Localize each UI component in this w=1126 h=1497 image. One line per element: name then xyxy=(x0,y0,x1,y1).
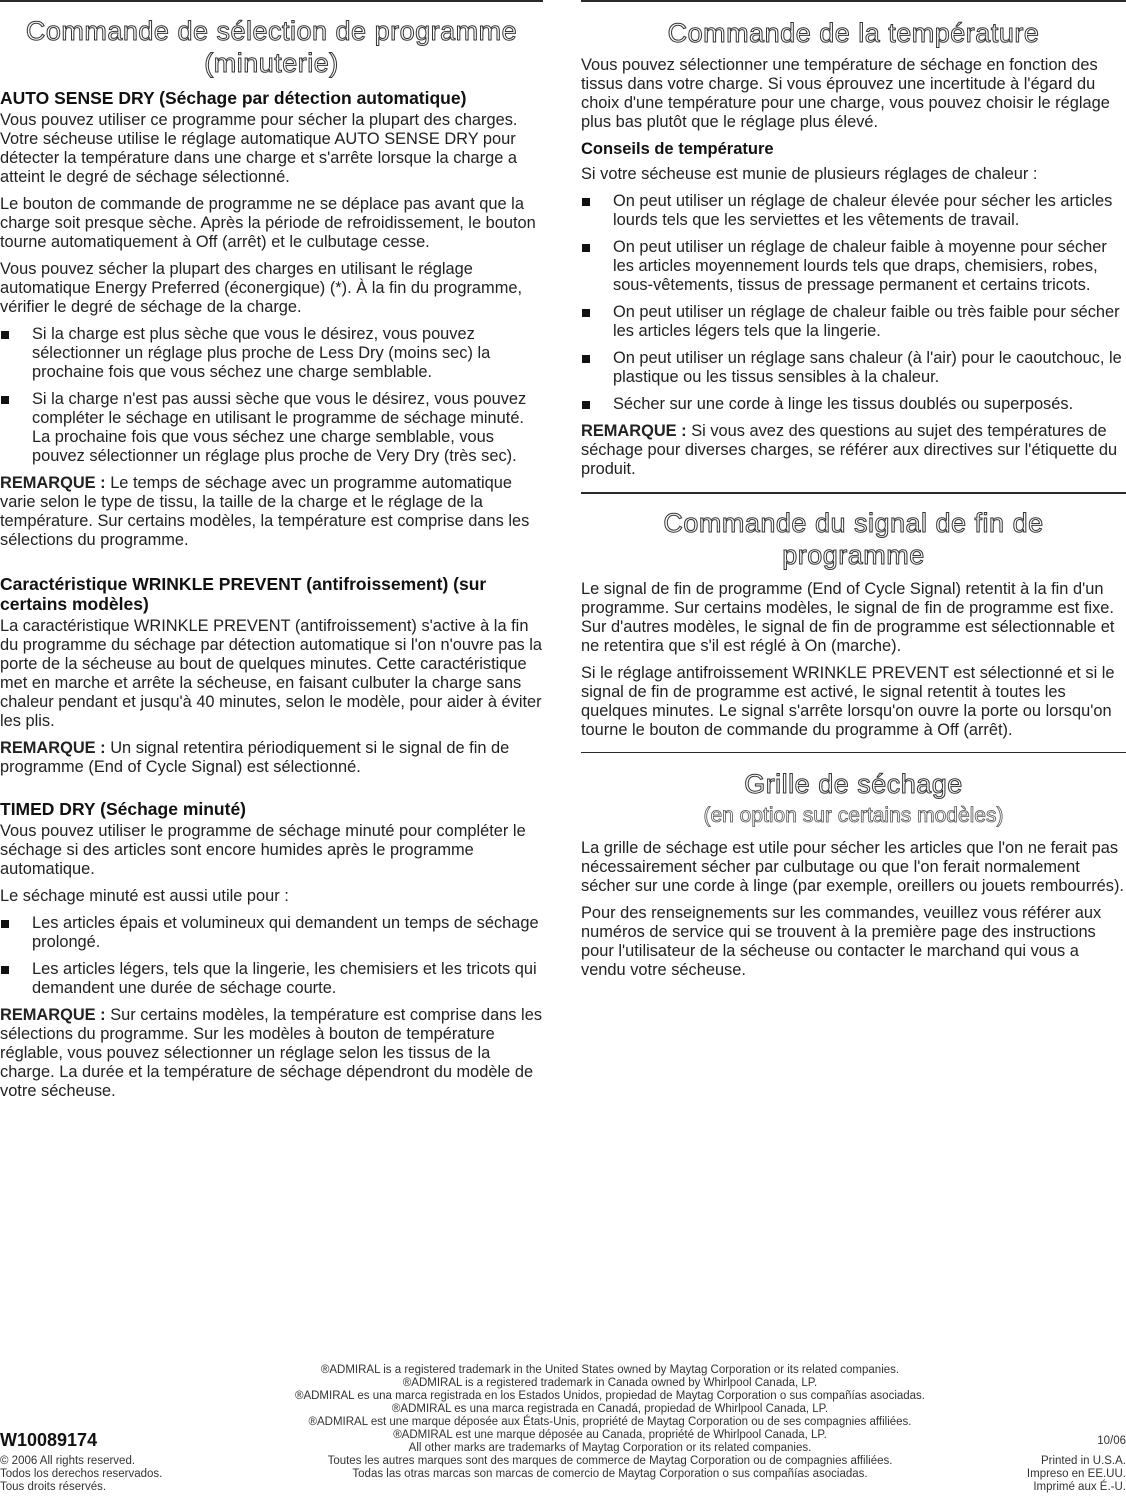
auto-sense-list xyxy=(0,325,543,466)
signal-p1: Le signal de fin de programme (End of Cycle Signal) retentit à la fin d'un programme. Sur certains modèles, le signal de fin de programme est fixe. Sur d'autres modèles, le signal de fin de programme est sélectionnable et ne retentira que s'il est réglé à On (marche). xyxy=(581,579,1115,655)
auto-sense-p1: Vous pouvez utiliser ce programme pour sécher la plupart des charges. Votre sécheuse utilise le réglage automatique AUTO SENSE DRY pour détecter la température dans une charge et s'arrête lorsque la charge a atteint le degré de séchage sélectionné. xyxy=(0,111,518,186)
auto-sense-p3: Vous pouvez sécher la plupart des charges en utilisant le réglage automatique Energy Preferred (éconergique) (*). À la fin du programme, vérifier le degré de séchage de la charge. xyxy=(0,260,523,316)
bullet-icon xyxy=(1,966,9,974)
list-item: On peut utiliser un réglage de chaleur faible à moyenne pour sécher les articles moyennement lourds tels que draps, chemisiers, robes, sous-vêtements, tissus de pressage permanent et certains tricots. xyxy=(581,238,1126,295)
printed-line: Impreso en EE.UU. xyxy=(1026,1468,1126,1480)
temperature-note: REMARQUE : Si vous avez des questions au sujet des températures de séchage pour diverses charges, se référer aux directives sur l'étiquette du produit. xyxy=(581,422,1118,478)
footer xyxy=(0,1364,1126,1497)
rights-line: Tous droits réservés. xyxy=(0,1481,107,1493)
section-title-signal: Commande du signal de fin de xyxy=(663,507,1044,538)
printed-line: Imprimé aux É.-U. xyxy=(1033,1481,1126,1493)
trademark-line: All other marks are trademarks of Maytag Corporation or its related companies. xyxy=(408,1442,812,1454)
bullet-icon xyxy=(582,198,590,206)
list-item: On peut utiliser un réglage sans chaleur (à l'air) pour le caoutchouc, le plastique ou les tissus sensibles à la chaleur. xyxy=(581,349,1126,387)
timed-dry-heading: TIMED DRY (Séchage minuté) xyxy=(0,799,247,819)
timed-dry-note: REMARQUE : Sur certains modèles, la température est comprise dans les sélections du programme. Sur les modèles à bouton de température réglable, vous pouvez sélectionner un réglage selon les tissus de la charge. La durée et la température de séchage dépendront du modèle de votre sécheuse. xyxy=(0,1006,543,1100)
printed-line: Printed in U.S.A. xyxy=(1040,1455,1126,1467)
bullet-icon xyxy=(582,401,590,409)
rights-line: Todos los derechos reservados. xyxy=(0,1468,163,1480)
rack-p1: La grille de séchage est utile pour sécher les articles que l'on ne ferait pas nécessairement sécher par culbutage ou que l'on ferait normalement sécher sur une corde à linge (par exemple, oreillers ou jouets rembourrés). xyxy=(581,839,1124,895)
date-code: 10/06 xyxy=(1097,1435,1126,1447)
right-column xyxy=(581,0,1126,980)
temperature-p2: Si votre sécheuse est munie de plusieurs réglages de chaleur : xyxy=(581,165,1038,183)
auto-sense-note: REMARQUE : Le temps de séchage avec un programme automatique varie selon le type de tissu, la taille de la charge et le réglage de la température. Sur certains modèles, la température est comprise dans les sélections du programme. xyxy=(0,474,530,549)
trademark-line: ®ADMIRAL es una marca registrada en los Estados Unidos, propiedad de Maytag Corporation o sus compañías asociadas. xyxy=(294,1390,926,1402)
section-title-signal-sub: programme xyxy=(782,539,925,570)
wrinkle-prevent-note: REMARQUE : Un signal retentira périodiquement si le signal de fin de programme (End of Cycle Signal) est sélectionné. xyxy=(0,739,510,776)
print-block xyxy=(1027,1435,1126,1494)
section-title-temperature: Commande de la température xyxy=(667,18,1040,48)
temperature-tips-heading: Conseils de température xyxy=(581,140,774,158)
list-item: Les articles épais et volumineux qui demandent un temps de séchage prolongé. xyxy=(0,914,543,952)
bullet-icon xyxy=(582,355,590,363)
bullet-icon xyxy=(1,396,9,404)
signal-p2: Si le réglage antifroissement WRINKLE PREVENT est sélectionné et si le signal de fin de programme est activé, le signal retentit à toutes les quelques minutes. Le signal s'arrête lorsqu'on ouvre la porte ou lorsqu'on tourne le bouton de commande du programme à Off (arrêt). xyxy=(581,663,1115,739)
rights-line: © 2006 All rights reserved. xyxy=(0,1455,136,1467)
left-column xyxy=(0,0,543,1101)
list-item: Les articles légers, tels que la lingerie, les chemisiers et les tricots qui demandent une durée de séchage courte. xyxy=(0,960,543,998)
trademark-line: ®ADMIRAL est une marque déposée au Canada, propriété de Whirlpool Canada, LP. xyxy=(393,1429,827,1441)
trademark-line: Todas las otras marcas son marcas de comercio de Maytag Corporation o sus compañías asociadas. xyxy=(352,1468,868,1480)
list-item: On peut utiliser un réglage de chaleur élevée pour sécher les articles lourds tels que les serviettes et les vêtements de travail. xyxy=(581,192,1126,230)
temperature-p1: Vous pouvez sélectionner une température de séchage en fonction des tissus dans votre charge. Si vous éprouvez une incertitude à l'égard du choix d'une température pour une charge, vous pouvez choisir le réglage plus bas plutôt que le réglage plus élevé. xyxy=(581,56,1110,131)
wrinkle-prevent-heading: Caractéristique WRINKLE PREVENT (antifroissement) (sur certains modèles) xyxy=(0,574,487,614)
temperature-list xyxy=(581,192,1126,414)
auto-sense-p2: Le bouton de commande de programme ne se déplace pas avant que la charge soit presque sèche. Après la période de refroidissement, le bouton tourne automatiquement à Off (arrêt) et le culbutage cesse. xyxy=(0,195,536,251)
document-code: W10089174 xyxy=(0,1430,98,1450)
trademark-line: Toutes les autres marques sont des marques de commerce de Maytag Corporation ou de compagnies affiliées. xyxy=(327,1455,893,1467)
timed-dry-p2: Le séchage minuté est aussi utile pour : xyxy=(0,887,289,905)
section-title-program-sub: (minuterie) xyxy=(204,48,339,78)
trademark-line: ®ADMIRAL es una marca registrada en Canadá, propiedad de Whirlpool Canada, LP. xyxy=(391,1403,829,1415)
auto-sense-heading: AUTO SENSE DRY (Séchage par détection automatique) xyxy=(0,88,467,108)
bullet-icon xyxy=(1,920,9,928)
rights-block xyxy=(0,1455,162,1494)
trademark-line: ®ADMIRAL is a registered trademark in the United States owned by Maytag Corporation or its related companies. xyxy=(320,1364,900,1376)
timed-dry-list xyxy=(0,914,543,998)
section-title-rack: Grille de séchage xyxy=(744,769,963,799)
trademark-line: ®ADMIRAL est une marque déposée aux États-Unis, propriété de Maytag Corporation ou de ses compagnies affiliées. xyxy=(308,1416,912,1428)
trademark-block xyxy=(230,1364,990,1481)
list-item: Si la charge est plus sèche que vous le désirez, vous pouvez sélectionner un réglage plus proche de Less Dry (moins sec) la prochaine fois que vous séchez une charge semblable. xyxy=(0,325,543,382)
bullet-icon xyxy=(582,309,590,317)
bullet-icon xyxy=(1,331,9,339)
bullet-icon xyxy=(582,244,590,252)
list-item: On peut utiliser un réglage de chaleur faible ou très faible pour sécher les articles légers tels que la lingerie. xyxy=(581,303,1126,341)
list-item: Si la charge n'est pas aussi sèche que vous le désirez, vous pouvez compléter le séchage en utilisant le programme de séchage minuté. La prochaine fois que vous séchez une charge semblable, vous pouvez sélectionner un réglage plus proche de Very Dry (très sec). xyxy=(0,390,543,466)
section-title-program: Commande de sélection de programme xyxy=(25,16,518,46)
trademark-line: ®ADMIRAL is a registered trademark in Canada owned by Whirlpool Canada, LP. xyxy=(402,1377,818,1389)
wrinkle-prevent-p1: La caractéristique WRINKLE PREVENT (antifroissement) s'active à la fin du programme du séchage par détection automatique si l'on n'ouvre pas la porte de la sécheuse au bout de quelques minutes. Cette caractéristique met en marche et arrête la sécheuse, en faisant culbuter la charge sans chaleur pendant et jusqu'à 40 minutes, selon le modèle, pour aider à éviter les plis. xyxy=(0,617,543,730)
timed-dry-p1: Vous pouvez utiliser le programme de séchage minuté pour compléter le séchage si des articles sont encore humides après le programme automatique. xyxy=(0,822,526,878)
section-subtitle-rack: (en option sur certains modèles) xyxy=(703,804,1004,827)
list-item: Sécher sur une corde à linge les tissus doublés ou superposés. xyxy=(581,395,1126,414)
rack-p2: Pour des renseignements sur les commandes, veuillez vous référer aux numéros de service qui se trouvent à la première page des instructions pour l'utilisateur de la sécheuse ou contacter le marchand qui vous a vendu votre sécheuse. xyxy=(581,904,1102,979)
